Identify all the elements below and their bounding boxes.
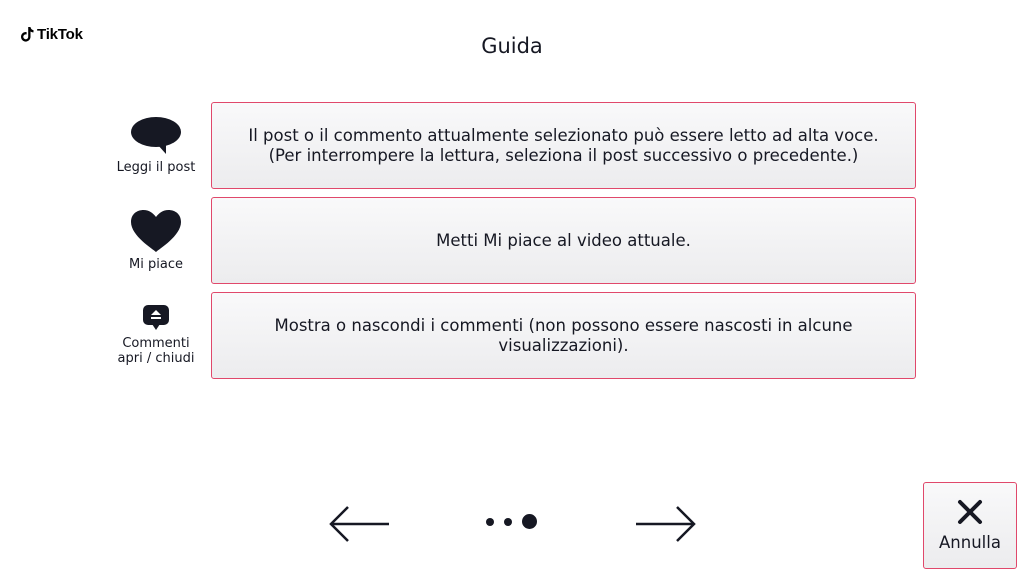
- help-item-description: Mostra o nascondi i commenti (non possono essere nascosti in alcune visualizzazioni).: [274, 315, 853, 355]
- help-item-description-box: [211, 102, 916, 189]
- close-icon: [957, 499, 983, 525]
- logo-text: TikTok: [37, 25, 83, 43]
- previous-page-button[interactable]: [329, 505, 391, 543]
- help-item-description: Metti Mi piace al video attuale.: [436, 230, 691, 250]
- help-item-like: [110, 197, 916, 284]
- help-item-description: Il post o il commento attualmente selezionato può essere letto ad alta voce. (Per interrompere la lettura, seleziona il post successivo o precedente.): [248, 125, 879, 165]
- help-item-description-box: [211, 197, 916, 284]
- help-item-label: Mi piace: [129, 256, 183, 272]
- help-item-icon-area: [110, 102, 202, 189]
- arrow-right-icon: [634, 505, 696, 543]
- help-item-comments: [110, 292, 916, 379]
- next-page-button[interactable]: [634, 505, 696, 543]
- pagination-dots: [486, 514, 537, 529]
- help-item-label: Leggi il post: [116, 159, 196, 175]
- page-dot[interactable]: [504, 518, 512, 526]
- help-item-read-post: [110, 102, 916, 189]
- help-item-description-box: [211, 292, 916, 379]
- help-item-icon-area: [110, 197, 202, 284]
- cancel-label: Annulla: [939, 533, 1001, 552]
- page-title: Guida: [481, 34, 543, 58]
- speech-bubble-icon: [130, 117, 182, 155]
- heart-icon: [131, 210, 181, 252]
- page-dot-active[interactable]: [522, 514, 537, 529]
- comment-toggle-icon: [142, 305, 170, 331]
- help-item-label: Commenti apri / chiudi: [117, 336, 195, 366]
- arrow-left-icon: [329, 505, 391, 543]
- page-dot[interactable]: [486, 518, 494, 526]
- help-item-icon-area: [110, 292, 202, 379]
- cancel-button[interactable]: [923, 482, 1017, 569]
